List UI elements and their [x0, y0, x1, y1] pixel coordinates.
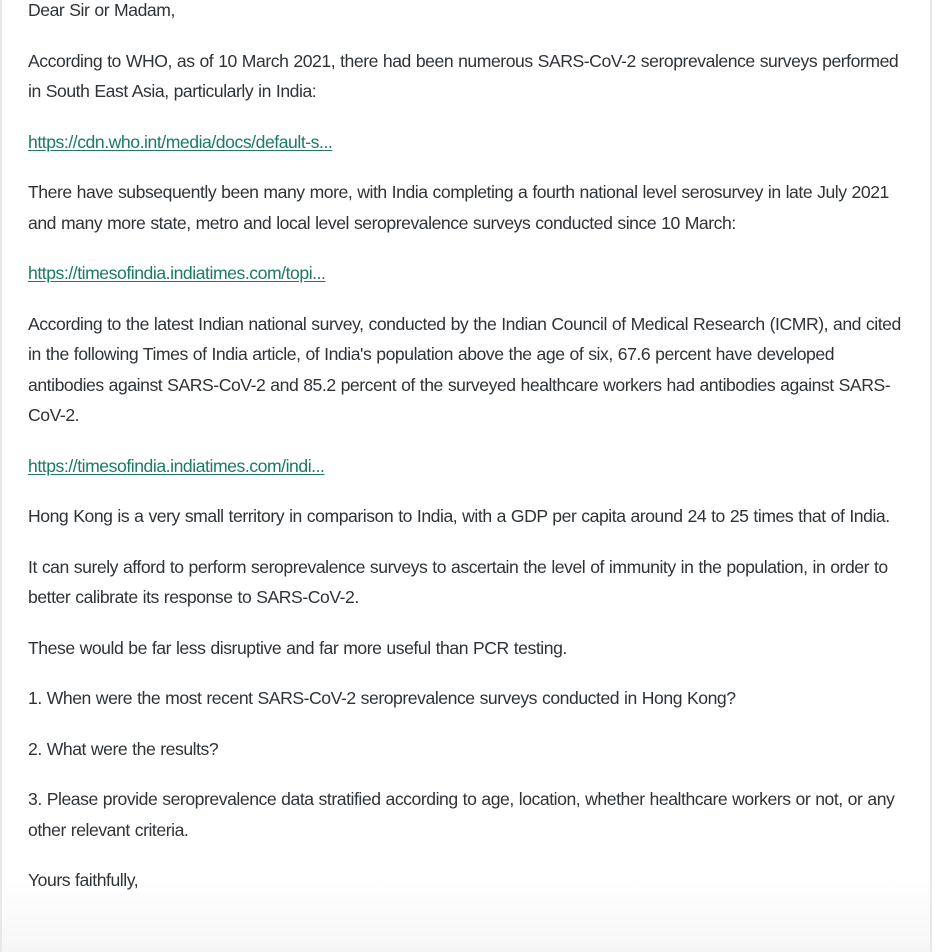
question-2: 2. What were the results? [28, 738, 219, 759]
salutation: Dear Sir or Madam, [28, 0, 175, 20]
paragraph-icmr-survey: According to the latest Indian national survey, conducted by the Indian Council of Medical Research (ICMR), and cited in the following Times of India article, of India's population above the age of six, 67.6 percent have developed antibodies against SARS-CoV-2 and 85.2 percent of the surveyed healthcare workers had antibodies against SARS-CoV-2. [28, 313, 901, 425]
closing: Yours faithfully, [28, 870, 139, 890]
link-paragraph [28, 258, 906, 289]
link-paragraph [28, 451, 906, 482]
who-docs-link[interactable]: https://cdn.who.int/media/docs/default-s... [28, 131, 333, 152]
times-of-india-article-link[interactable]: https://timesofindia.indiatimes.com/indi... [28, 455, 325, 476]
question-3: 3. Please provide seroprevalence data stratified according to age, location, whether healthcare workers or not, or any other relevant criteria. [28, 789, 895, 840]
paragraph-hong-kong-gdp: Hong Kong is a very small territory in comparison to India, with a GDP per capita around 24 to 25 times that of India. [28, 506, 890, 526]
paragraph-india-serosurveys: There have subsequently been many more, with India completing a fourth national level serosurvey in late July 2021 and many more state, metro and local level seroprevalence surveys conducted since 10 March: [28, 182, 889, 233]
times-of-india-topic-link[interactable]: https://timesofindia.indiatimes.com/topi... [28, 263, 326, 283]
question-1: 1. When were the most recent SARS-CoV-2 seroprevalence surveys conducted in Hong Kong? [28, 688, 736, 708]
paragraph-who-surveys: According to WHO, as of 10 March 2021, there had been numerous SARS-CoV-2 seroprevalence surveys performed in South East Asia, particularly in India: [28, 50, 899, 101]
paragraph-afford-surveys: It can surely afford to perform seroprevalence surveys to ascertain the level of immunity in the population, in order to better calibrate its response to SARS-CoV-2. [28, 556, 888, 607]
paragraph-pcr-testing: These would be far less disruptive and far more useful than PCR testing. [28, 637, 567, 658]
link-paragraph [28, 127, 906, 158]
